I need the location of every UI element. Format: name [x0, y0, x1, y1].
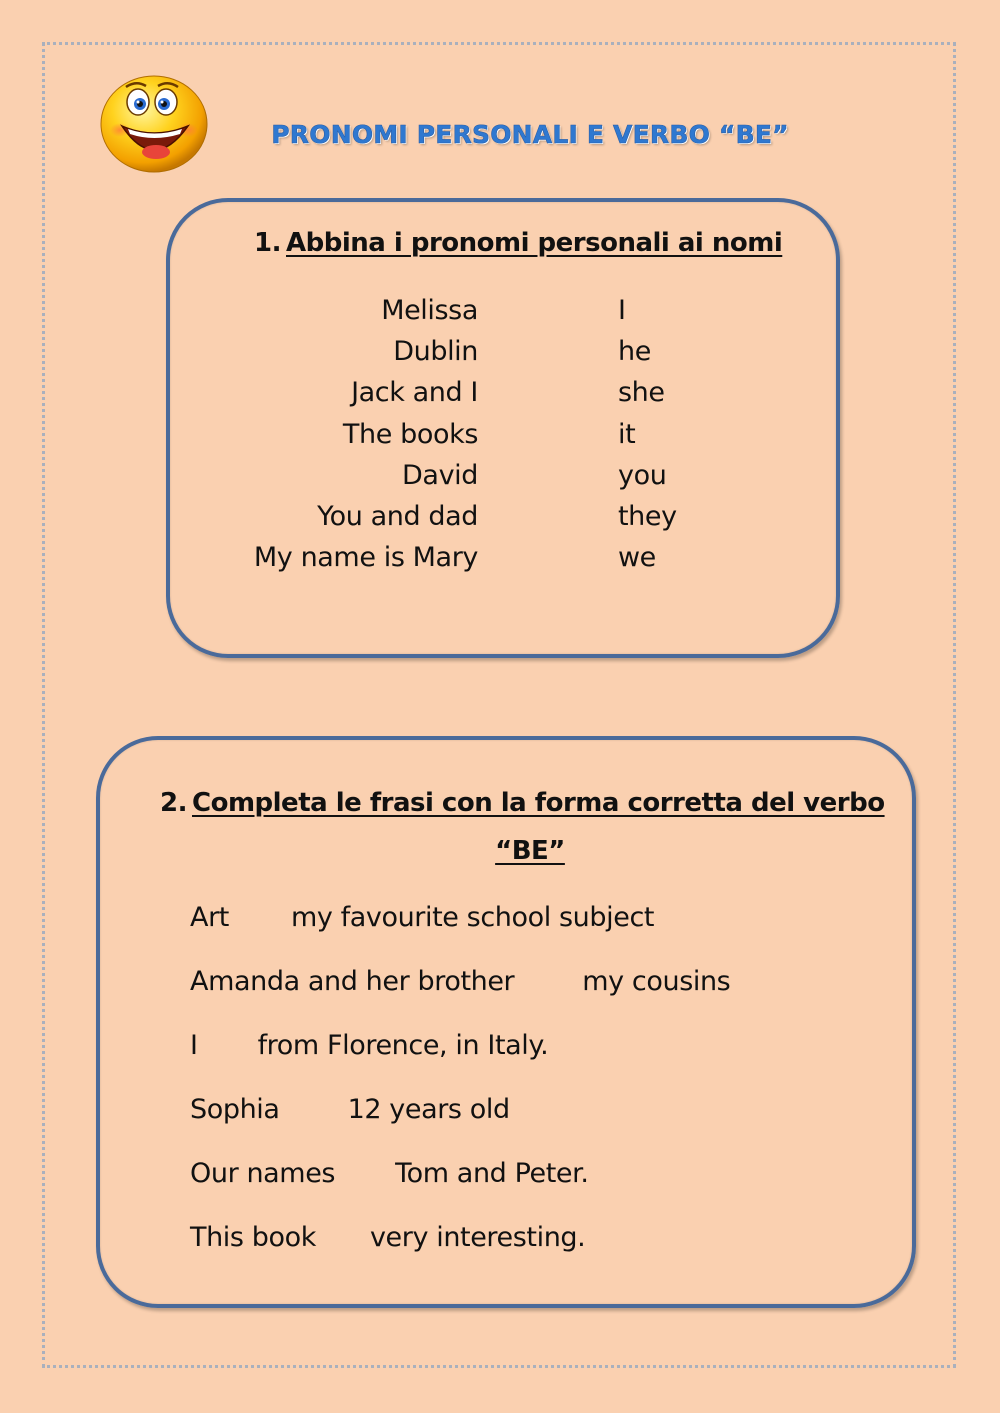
pronoun-item[interactable]: we: [618, 542, 656, 574]
sentence-row: [190, 1216, 730, 1280]
pronoun-item[interactable]: she: [618, 377, 665, 409]
noun-item[interactable]: David: [402, 459, 478, 491]
noun-item[interactable]: Melissa: [381, 295, 478, 326]
noun-item[interactable]: My name is Mary: [253, 542, 478, 574]
sentence-after: 12 years old: [347, 1094, 510, 1125]
exercise-1-heading: [254, 228, 782, 258]
sentence-after: very interesting.: [369, 1222, 586, 1253]
sentence-before: This book: [190, 1222, 316, 1253]
sentence-after: my favourite school subject: [290, 902, 655, 933]
exercise-2-instruction: Completa le frasi con la forma corretta del verbo: [192, 788, 885, 818]
sentence-row: [190, 1088, 730, 1152]
sentence-list: [190, 896, 730, 1280]
pronoun-item[interactable]: you: [618, 459, 667, 491]
sentence-before: Sophia: [190, 1094, 280, 1125]
exercise-2-heading: [160, 788, 885, 818]
noun-item[interactable]: The books: [342, 418, 478, 450]
sentence-after: my cousins: [582, 966, 731, 997]
noun-item[interactable]: You and dad: [317, 501, 478, 533]
pronoun-item[interactable]: it: [618, 418, 636, 450]
exercise-2-number: 2.: [160, 788, 187, 818]
page-title: PRONOMI PERSONALI E VERBO “BE”: [271, 120, 789, 149]
nouns-column: [200, 290, 478, 578]
sentence-row: [190, 1152, 730, 1216]
sentence-before: Amanda and her brother: [190, 966, 515, 997]
pronoun-item[interactable]: they: [618, 501, 677, 533]
sentence-before: I: [190, 1030, 198, 1061]
smiley-face-icon: [98, 74, 210, 174]
pronoun-item[interactable]: he: [618, 336, 651, 368]
pronoun-item[interactable]: I: [618, 295, 626, 326]
pronouns-column: [618, 290, 778, 578]
noun-item[interactable]: Dublin: [393, 336, 478, 368]
sentence-row: [190, 1024, 730, 1088]
sentence-row: [190, 896, 730, 960]
noun-item[interactable]: Jack and I: [351, 377, 478, 409]
exercise-1-number: 1.: [254, 228, 281, 258]
sentence-row: [190, 960, 730, 1024]
sentence-after: from Florence, in Italy.: [257, 1030, 549, 1061]
exercise-2-instruction-line2: “BE”: [495, 836, 565, 866]
sentence-after: Tom and Peter.: [395, 1158, 589, 1189]
sentence-before: Art: [190, 902, 229, 933]
exercise-1-instruction: Abbina i pronomi personali ai nomi: [286, 228, 783, 258]
sentence-before: Our names: [190, 1158, 336, 1189]
